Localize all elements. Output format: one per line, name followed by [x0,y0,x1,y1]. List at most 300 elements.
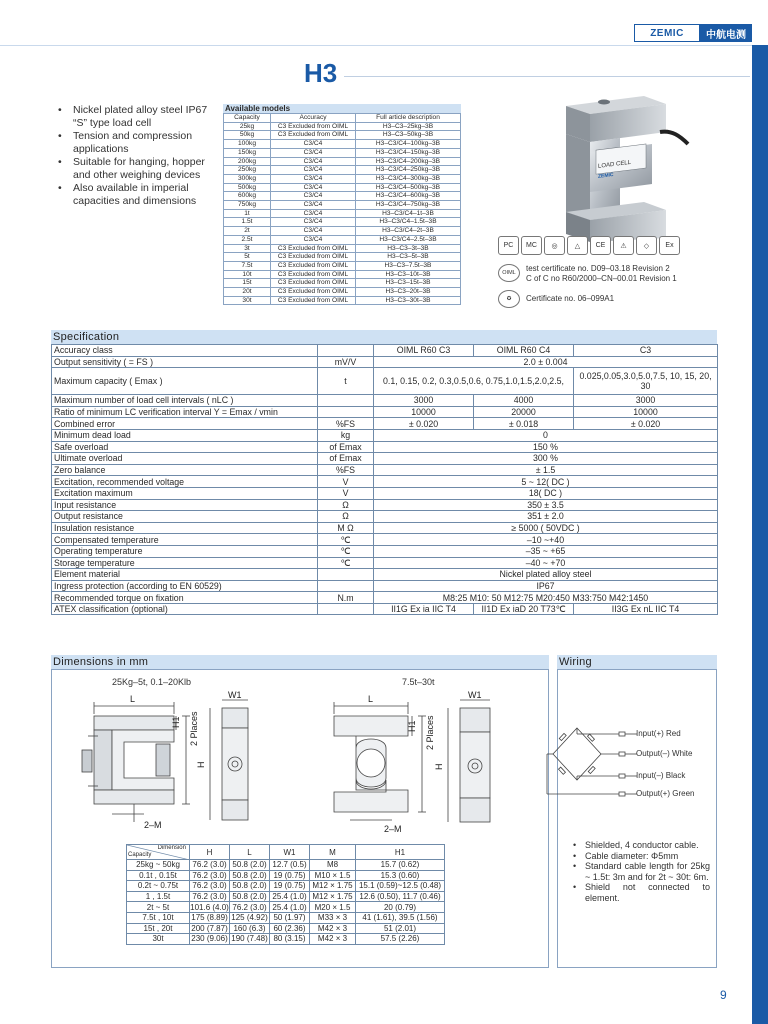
spec-value: 300 % [374,453,718,465]
table-cell: C3/C4 [271,140,356,149]
table-cell: 3t [224,244,271,253]
second-certificate [498,290,614,308]
spec-row [52,441,718,453]
spec-value: –35 ~ +65 [374,545,718,557]
page-number: 9 [720,988,727,1002]
side-stripe [752,45,768,1024]
wiring-notes [572,840,710,904]
product-label: ZEMIC [598,171,614,180]
spec-label: Element material [52,569,318,581]
oiml-certificate [498,264,677,284]
table-cell: H3–C3/C4–200kg–3B [356,157,461,166]
spec-value: 10000 [374,406,474,418]
spec-row [52,487,718,499]
table-cell: 25.4 (1.0) [270,902,310,913]
table-cell: 190 (7.48) [231,934,268,944]
feature-item: • Nickel plated alloy steel IP67 “S” type load cell [55,104,217,130]
title-rule [344,76,750,77]
table-cell: 50.8 (2.0) [230,881,270,892]
table-cell: C3 Excluded from OIML [271,296,356,305]
spec-value: ± 0.020 [574,418,718,430]
column-header [127,845,190,860]
spec-value: C3 [574,345,718,357]
table-row [224,122,461,131]
table-row [127,891,445,902]
dimension-table [126,844,445,945]
table-cell: 50 (1.97) [270,912,310,923]
spec-row [52,453,718,465]
spec-row [52,356,718,368]
table-cell: 15.7 (0.62) [356,860,445,871]
table-cell: 80 (3.15) [270,934,310,945]
spec-value: 351 ± 2.0 [374,511,718,523]
dim-label-h: H [196,761,206,768]
spec-unit [318,345,374,357]
dim-label-h1: H1 [171,716,181,728]
table-row [224,296,461,305]
spec-label: Ingress protection (according to EN 60529) [52,580,318,592]
spec-unit: of Emax [318,441,374,453]
spec-row [52,580,718,592]
spec-unit: V [318,487,374,499]
wiring-note: • Shield not connected to element. [572,882,710,903]
brand-name-cn: 中航电测 [700,24,752,42]
table-cell: C3 Excluded from OIML [271,131,356,140]
table-cell: 7.5t , 10t [127,912,190,923]
table-cell: H3–C3/C4–250kg–3B [356,166,461,175]
dim-label-w1: W1 [468,690,482,700]
spec-unit: t [318,368,374,395]
spec-value: 0.025,0.05,3.0,5.0,7.5, 10, 15, 20, 30 [574,368,718,395]
drawing-caption-right: 7.5t–30t [402,677,435,687]
table-row [224,270,461,279]
table-cell: M42 × 3 [310,934,356,945]
specification-table [51,344,718,615]
spec-unit: mV/V [318,356,374,368]
wire-label: Output(–) White [636,749,693,758]
spec-row [52,534,718,546]
spec-value: II3G Ex nL IIC T4 [574,603,718,615]
dim-label-l: L [130,694,136,704]
table-cell: H3–C3/C4–500kg–3B [356,183,461,192]
spec-row [52,569,718,581]
table-row [224,253,461,262]
table-row [224,131,461,140]
dim-label-places: 2 Places [189,711,199,746]
certificate-number: Certificate no. 06–099A1 [526,294,615,303]
table-cell: H3–C3–10t–3B [356,270,461,279]
spec-label: Ultimate overload [52,453,318,465]
spec-label: Accuracy class [52,345,318,357]
table-cell: C3/C4 [271,174,356,183]
certificate-seal-icon: ✪ [498,290,520,308]
wiring-panel [557,669,717,968]
column-header: Full article description [356,114,461,123]
spec-value: 2.0 ± 0.004 [374,356,718,368]
table-cell: H3–C3/C4–600kg–3B [356,192,461,201]
table-cell: H3–C3–20t–3B [356,288,461,297]
spec-row [52,418,718,430]
table-cell: 76.2 (3.0) [230,902,270,913]
table-cell: H3–C3/C4–100kg–3B [356,140,461,149]
spec-unit: of Emax [318,453,374,465]
spec-value: 10000 [574,406,718,418]
table-cell: 250kg [224,166,271,175]
spec-value: II1D Ex iaD 20 T73℃ [474,603,574,615]
spec-label: Input resistance [52,499,318,511]
table-cell: C3/C4 [271,235,356,244]
spec-value: II1G Ex ia IIC T4 [374,603,474,615]
wire-label: Input(+) Red [636,729,681,738]
dim-label-l: L [368,694,374,704]
table-cell: 12.6 (0.50), 11.7 (0.46) [356,891,445,902]
table-cell: C3 Excluded from OIML [271,270,356,279]
spec-label: Excitation maximum [52,487,318,499]
table-row [127,881,445,892]
spec-unit: %FS [318,418,374,430]
table-cell: 101.6 (4.0) [190,902,229,912]
spec-unit [318,580,374,592]
table-cell: 750kg [224,201,271,210]
table-cell: 20t [224,288,271,297]
feature-item: • Also available in imperial capacities and dimensions [55,182,217,208]
spec-value: ≥ 5000 ( 50VDC ) [374,522,718,534]
atex-ex-icon: Ex [659,236,680,255]
table-cell: H3–C3–15t–3B [356,279,461,288]
spec-unit [318,406,374,418]
column-header: Accuracy [271,114,356,123]
table-cell: 25.4 (1.0) [270,891,310,902]
spec-row [52,592,718,604]
ce-mark-icon: CE [590,236,611,255]
spec-label: Output sensitivity ( = FS ) [52,356,318,368]
wiring-note: • Standard cable length for 25kg ~ 1.5t: 3m and for 2t ~ 30t: 6m. [572,861,710,882]
table-row [127,934,445,945]
table-cell: 1.5t [224,218,271,227]
brand-logo [634,24,752,42]
table-cell: 100kg [224,140,271,149]
table-cell: 50.8 (2.0) [230,891,270,902]
wiring-title: Wiring [557,655,717,669]
column-header: M [310,845,356,860]
table-cell: C3/C4 [271,192,356,201]
table-header-row [127,845,445,860]
table-cell: 57.5 (2.26) [356,934,445,945]
spec-label: Maximum number of load cell intervals ( nLC ) [52,395,318,407]
table-cell: 600kg [224,192,271,201]
spec-row [52,499,718,511]
table-cell: H3–C3/C4–1.5t–3B [356,218,461,227]
spec-row [52,395,718,407]
approval-mark-icon: ◇ [636,236,657,255]
spec-row [52,476,718,488]
spec-row [52,368,718,395]
table-cell: H3–C3/C4–150kg–3B [356,148,461,157]
table-cell: C3/C4 [271,166,356,175]
table-cell: H3–C3–50kg–3B [356,131,461,140]
table-cell: 76.2 (3.0) [190,870,230,881]
column-header: L [230,845,270,860]
table-cell: C3 Excluded from OIML [271,244,356,253]
table-row [127,912,445,923]
table-row [127,870,445,881]
table-row [127,923,445,934]
spec-row [52,522,718,534]
spec-unit: ℃ [318,545,374,557]
spec-value: 350 ± 3.5 [374,499,718,511]
available-models [223,104,461,305]
spec-value: –10 ~+40 [374,534,718,546]
table-cell: C3 Excluded from OIML [271,261,356,270]
column-header: Capacity [224,114,271,123]
spec-value: 20000 [474,406,574,418]
spec-label: ATEX classification (optional) [52,603,318,615]
table-cell: C3/C4 [271,201,356,210]
spec-value: Nickel plated alloy steel [374,569,718,581]
table-row [127,902,445,913]
spec-value: 4000 [474,395,574,407]
table-cell: C3 Excluded from OIML [271,279,356,288]
table-cell: 50kg [224,131,271,140]
table-row [224,244,461,253]
table-cell: 160 (6.3) [230,923,270,934]
table-cell: H3–C3–7.5t–3B [356,261,461,270]
table-cell: 2t ~ 5t [127,902,190,913]
dimension-header: Dimension [157,845,186,851]
column-header: H [190,845,230,860]
spec-value: 5 ~ 12( DC ) [374,476,718,488]
spec-unit: Ω [318,499,374,511]
table-cell: 0.2t ~ 0.75t [127,881,190,892]
table-cell: M10 × 1.5 [310,870,356,881]
svg-text:LOAD CELL: LOAD CELL [598,159,631,170]
table-cell: 25kg [224,122,271,131]
table-row [224,140,461,149]
spec-value: M8:25 M10: 50 M12:75 M20:450 M33:750 M42:1450 [374,592,718,604]
table-cell: 51 (2.01) [356,923,445,934]
wiring-note: • Cable diameter: Φ5mm [572,851,710,862]
spec-row [52,345,718,357]
feature-item: • Suitable for hanging, hopper and other weighing devices [55,156,217,182]
table-cell: 76.2 (3.0) [190,881,230,892]
table-cell: 15t , 20t [127,923,190,934]
table-cell: M33 × 3 [310,912,356,923]
spec-label: Ratio of minimum LC verification interval Y = Emax / vmin [52,406,318,418]
table-cell: 175 (8.89) [191,913,228,923]
table-cell: 12.7 (0.5) [270,860,310,871]
table-row [224,157,461,166]
table-cell: 7.5t [224,261,271,270]
spec-value: OIML R60 C4 [474,345,574,357]
spec-value: –40 ~ +70 [374,557,718,569]
dim-label-w1: W1 [228,690,242,700]
table-cell: 60 (2.36) [270,923,310,934]
available-models-title: Available models [223,104,461,113]
oiml-cert-line: C of C no R60/2000–CN–00.01 Revision 1 [526,274,677,283]
table-cell: 2t [224,227,271,236]
dim-label-m: 2–M [144,820,162,830]
table-row [224,183,461,192]
wire-label: Input(–) Black [636,771,686,780]
spec-unit: Ω [318,511,374,523]
specification-title: Specification [51,330,717,344]
table-cell: H3–C3/C4–300kg–3B [356,174,461,183]
table-cell: 15.1 (0.59)~12.5 (0.48) [356,881,445,892]
drawing-small-capacity [64,690,274,840]
spec-value: 150 % [374,441,718,453]
table-cell: 1t [224,209,271,218]
table-row [224,235,461,244]
table-cell: H3–C3/C4–750kg–3B [356,201,461,210]
warning-mark-icon: ⚠ [613,236,634,255]
feature-item: • Tension and compression applications [55,130,217,156]
dim-label-m: 2–M [384,824,402,834]
product-photo [548,92,690,242]
table-cell: 300kg [224,174,271,183]
table-row [127,860,445,871]
oiml-cert-line: test certificate no. D09–03.18 Revision 2 [526,264,670,273]
dim-label-h: H [434,763,444,770]
table-cell: M12 × 1.75 [310,881,356,892]
spec-unit: kg [318,429,374,441]
feature-list [55,104,217,208]
table-cell: M8 [310,860,356,871]
drawing-large-capacity [300,690,510,840]
table-header-row [224,114,461,123]
spec-label: Recommended torque on fixation [52,592,318,604]
table-cell: C3/C4 [271,157,356,166]
triangle-mark-icon: △ [567,236,588,255]
spec-value: 0.1, 0.15, 0.2, 0.3,0.5,0.6, 0.75,1.0,1.5,2.0,2.5, [374,368,574,395]
table-cell: 19 (0.75) [270,881,310,892]
spec-row [52,603,718,615]
table-row [224,148,461,157]
certification-icons [498,236,680,255]
available-models-table [223,113,461,305]
table-cell: M12 × 1.75 [310,891,356,902]
table-cell: C3/C4 [271,148,356,157]
spec-label: Output resistance [52,511,318,523]
oiml-icon: OIML [498,264,520,282]
spec-value: 0 [374,429,718,441]
spec-value: 3000 [374,395,474,407]
spec-value: 18( DC ) [374,487,718,499]
table-cell: 2.5t [224,235,271,244]
spec-unit [318,395,374,407]
table-cell: 500kg [224,183,271,192]
spec-label: Insulation resistance [52,522,318,534]
table-cell: 25kg ~ 50kg [127,860,190,871]
spec-label: Maximum capacity ( Emax ) [52,368,318,395]
wiring-bridge-diagram [541,722,637,802]
table-cell: C3/C4 [271,227,356,236]
table-cell: 125 (4.92) [231,913,268,923]
table-cell: M42 × 3 [310,923,356,934]
spec-unit [318,569,374,581]
table-cell: 76.2 (3.0) [190,860,230,871]
table-cell: 15.3 (0.60) [356,870,445,881]
table-cell: 50.8 (2.0) [230,860,270,871]
table-cell: 200 (7.87) [191,923,228,933]
table-cell: 15t [224,279,271,288]
table-cell: C3/C4 [271,183,356,192]
table-row [224,174,461,183]
table-cell: 30t [224,296,271,305]
spec-unit: ℃ [318,557,374,569]
table-cell: C3/C4 [271,218,356,227]
table-cell: C3 Excluded from OIML [271,122,356,131]
spec-label: Combined error [52,418,318,430]
drawing-caption-left: 25Kg–5t, 0.1–20Klb [112,677,192,687]
table-cell: H3–C3–5t–3B [356,253,461,262]
spec-value: OIML R60 C3 [374,345,474,357]
wire-label: Output(+) Green [636,789,695,798]
spec-row [52,545,718,557]
pc-mark-icon: PC [498,236,519,255]
table-cell: 150kg [224,148,271,157]
table-cell: 200kg [224,157,271,166]
spec-value: IP67 [374,580,718,592]
table-row [224,288,461,297]
table-cell: 30t [127,934,190,945]
spec-unit: %FS [318,464,374,476]
spec-row [52,557,718,569]
table-cell: M20 × 1.5 [310,902,356,913]
table-cell: 1 , 1.5t [127,891,190,902]
spec-unit [318,603,374,615]
spec-unit: V [318,476,374,488]
table-row [224,279,461,288]
table-cell: C3/C4 [271,209,356,218]
table-cell: C3 Excluded from OIML [271,253,356,262]
table-cell: 19 (0.75) [270,870,310,881]
spec-value: ± 1.5 [374,464,718,476]
table-cell: 230 (9.06) [191,934,228,944]
table-row [224,209,461,218]
spec-row [52,429,718,441]
spec-value: 3000 [574,395,718,407]
spec-row [52,406,718,418]
table-cell: 41 (1.61), 39.5 (1.56) [356,912,445,923]
table-cell: 5t [224,253,271,262]
spec-row [52,464,718,476]
spec-unit: ℃ [318,534,374,546]
seal-icon: ◎ [544,236,565,255]
table-cell: H3–C3–30t–3B [356,296,461,305]
table-cell: 76.2 (3.0) [190,891,230,902]
column-header: H1 [356,845,445,860]
table-cell: 0.1t , 0.15t [127,870,190,881]
spec-label: Zero balance [52,464,318,476]
brand-name-en: ZEMIC [634,24,700,42]
spec-unit: M Ω [318,522,374,534]
spec-label: Storage temperature [52,557,318,569]
spec-label: Excitation, recommended voltage [52,476,318,488]
table-cell: H3–C3–25kg–3B [356,122,461,131]
table-cell: 10t [224,270,271,279]
table-cell: 50.8 (2.0) [230,870,270,881]
capacity-header: Capacity [128,852,152,858]
table-cell: H3–C3–3t–3B [356,244,461,253]
dim-label-places: 2 Places [425,715,435,750]
page-title: H3 [304,58,338,88]
spec-value: ± 0.020 [374,418,474,430]
table-row [224,201,461,210]
table-row [224,166,461,175]
table-cell: 20 (0.79) [356,902,445,913]
dim-label-h1: H1 [407,720,417,732]
dimensions-title: Dimensions in mm [51,655,549,669]
